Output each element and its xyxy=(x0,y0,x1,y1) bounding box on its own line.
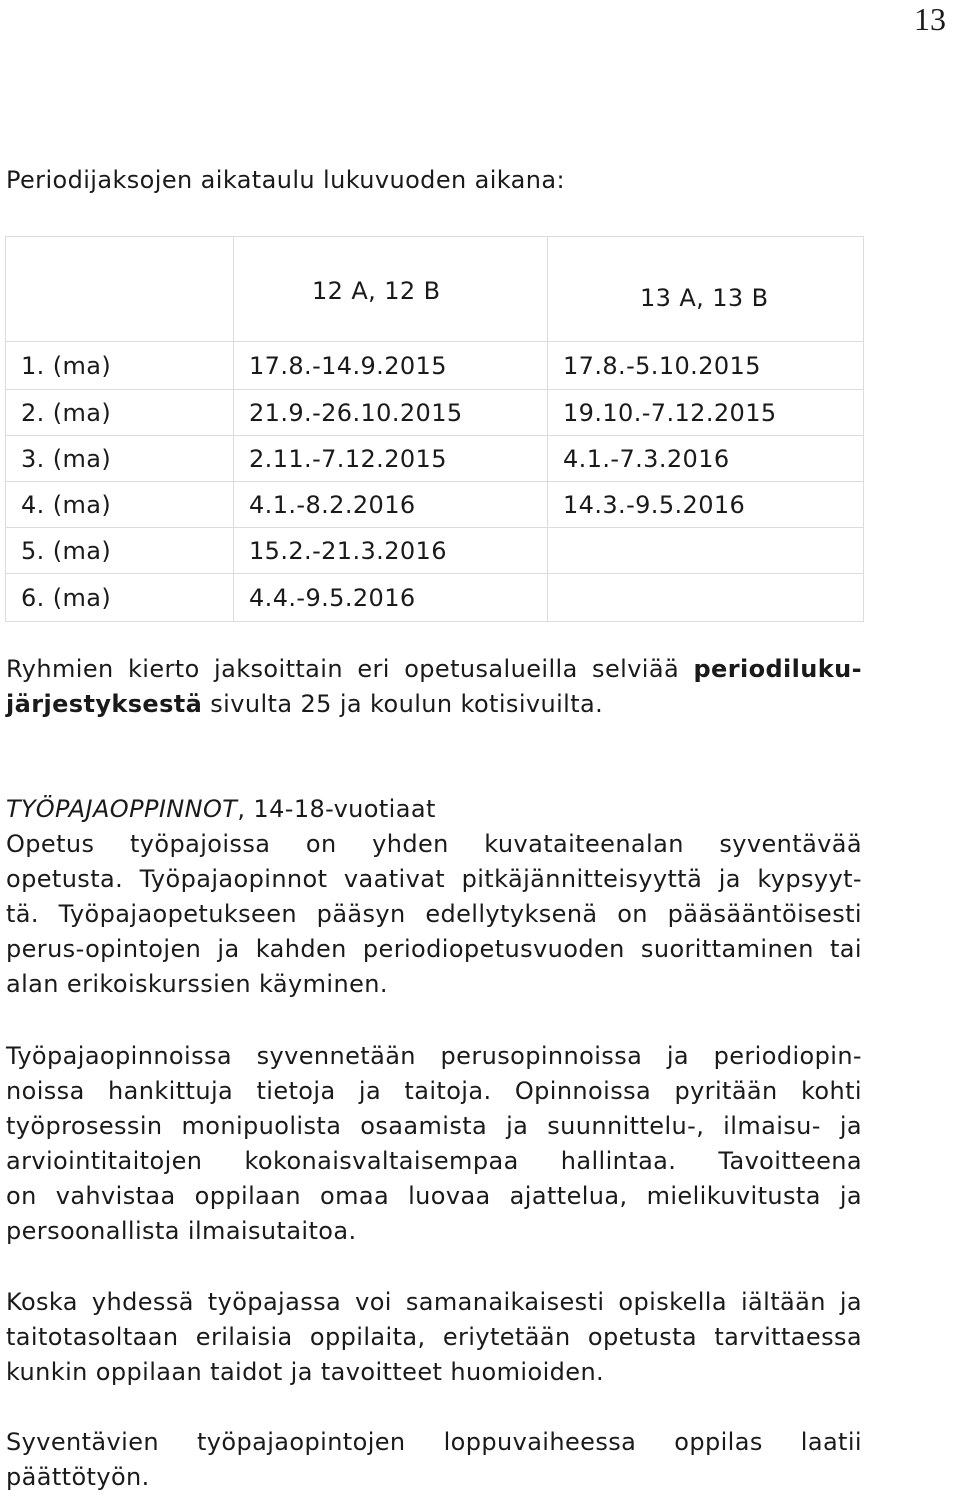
date-cell: 19.10.-7.12.2015 xyxy=(548,390,864,436)
header-cell-12ab: 12 A, 12 B xyxy=(234,237,548,342)
text-line: Työpajaopinnoissa syvennetään perusopinnoissa ja periodiopin- xyxy=(6,1042,862,1070)
table-header-row xyxy=(6,237,864,342)
table-row xyxy=(6,436,864,482)
rotation-note-text: sivulta 25 ja koulun kotisivuilta. xyxy=(202,690,604,718)
period-cell: 4. (ma) xyxy=(6,482,234,528)
text-line: Opetus työpajoissa on yhden kuvataiteenalan syventävää xyxy=(6,830,862,858)
workshop-subtitle: , 14-18-vuotiaat xyxy=(237,795,436,823)
date-cell: 4.1.-8.2.2016 xyxy=(234,482,548,528)
table-row xyxy=(6,390,864,436)
schedule-table xyxy=(5,236,864,622)
rotation-note xyxy=(6,652,862,722)
date-cell xyxy=(548,528,864,574)
workshop-heading xyxy=(6,792,862,827)
header-cell-13ab: 13 A, 13 B xyxy=(548,237,864,342)
text-line: päättötyön. xyxy=(6,1463,150,1491)
workshop-title: TYÖPAJAOPPINNOT xyxy=(6,795,238,823)
text-line: alan erikoiskurssien käyminen. xyxy=(6,970,388,998)
date-cell: 4.4.-9.5.2016 xyxy=(234,574,548,622)
page-number: 13 xyxy=(914,1,946,37)
header-cell-period xyxy=(6,237,234,342)
period-cell: 6. (ma) xyxy=(6,574,234,622)
rotation-note-bold: järjestyksestä xyxy=(6,690,203,718)
date-cell: 17.8.-5.10.2015 xyxy=(548,342,864,390)
table-row xyxy=(6,342,864,390)
date-cell: 17.8.-14.9.2015 xyxy=(234,342,548,390)
table-row xyxy=(6,574,864,622)
text-line: noissa hankittuja tietoja ja taitoja. Opinnoissa pyritään kohti xyxy=(6,1077,862,1105)
date-cell: 15.2.-21.3.2016 xyxy=(234,528,548,574)
text-line: taitotasoltaan erilaisia oppilaita, eriytetään opetusta tarvittaessa xyxy=(6,1323,862,1351)
date-cell: 21.9.-26.10.2015 xyxy=(234,390,548,436)
workshop-paragraph-4 xyxy=(6,1425,862,1495)
date-cell: 2.11.-7.12.2015 xyxy=(234,436,548,482)
workshop-paragraph-2 xyxy=(6,1039,862,1249)
schedule-heading: Periodijaksojen aikataulu lukuvuoden aikana: xyxy=(6,166,565,194)
text-line: tä. Työpajaopetukseen pääsyn edellytyksenä on pääsääntöisesti xyxy=(6,900,862,928)
text-line: perus-opintojen ja kahden periodiopetusvuoden suorittaminen tai xyxy=(6,935,862,963)
period-cell: 5. (ma) xyxy=(6,528,234,574)
text-line: arviointitaitojen kokonaisvaltaisempaa hallintaa. Tavoitteena xyxy=(6,1147,862,1175)
period-cell: 3. (ma) xyxy=(6,436,234,482)
text-line: Koska yhdessä työpajassa voi samanaikaisesti opiskella iältään ja xyxy=(6,1288,862,1316)
table-row xyxy=(6,528,864,574)
date-cell xyxy=(548,574,864,622)
date-cell: 14.3.-9.5.2016 xyxy=(548,482,864,528)
rotation-note-bold: periodiluku- xyxy=(693,655,862,683)
text-line: persoonallista ilmaisutaitoa. xyxy=(6,1217,357,1245)
period-cell: 2. (ma) xyxy=(6,390,234,436)
period-cell: 1. (ma) xyxy=(6,342,234,390)
rotation-note-text: Ryhmien kierto jaksoittain eri opetusalueilla selviää xyxy=(6,655,694,683)
table-row xyxy=(6,482,864,528)
date-cell: 4.1.-7.3.2016 xyxy=(548,436,864,482)
workshop-paragraph-1 xyxy=(6,827,862,1002)
text-line: kunkin oppilaan taidot ja tavoitteet huomioiden. xyxy=(6,1358,605,1386)
text-line: Syventävien työpajaopintojen loppuvaiheessa oppilas laatii xyxy=(6,1428,862,1456)
workshop-paragraph-3 xyxy=(6,1285,862,1390)
text-line: opetusta. Työpajaopinnot vaativat pitkäjännitteisyyttä ja kypsyyt- xyxy=(6,865,862,893)
text-line: on vahvistaa oppilaan omaa luovaa ajattelua, mielikuvitusta ja xyxy=(6,1182,862,1210)
text-line: työprosessin monipuolista osaamista ja suunnittelu-, ilmaisu- ja xyxy=(6,1112,862,1140)
